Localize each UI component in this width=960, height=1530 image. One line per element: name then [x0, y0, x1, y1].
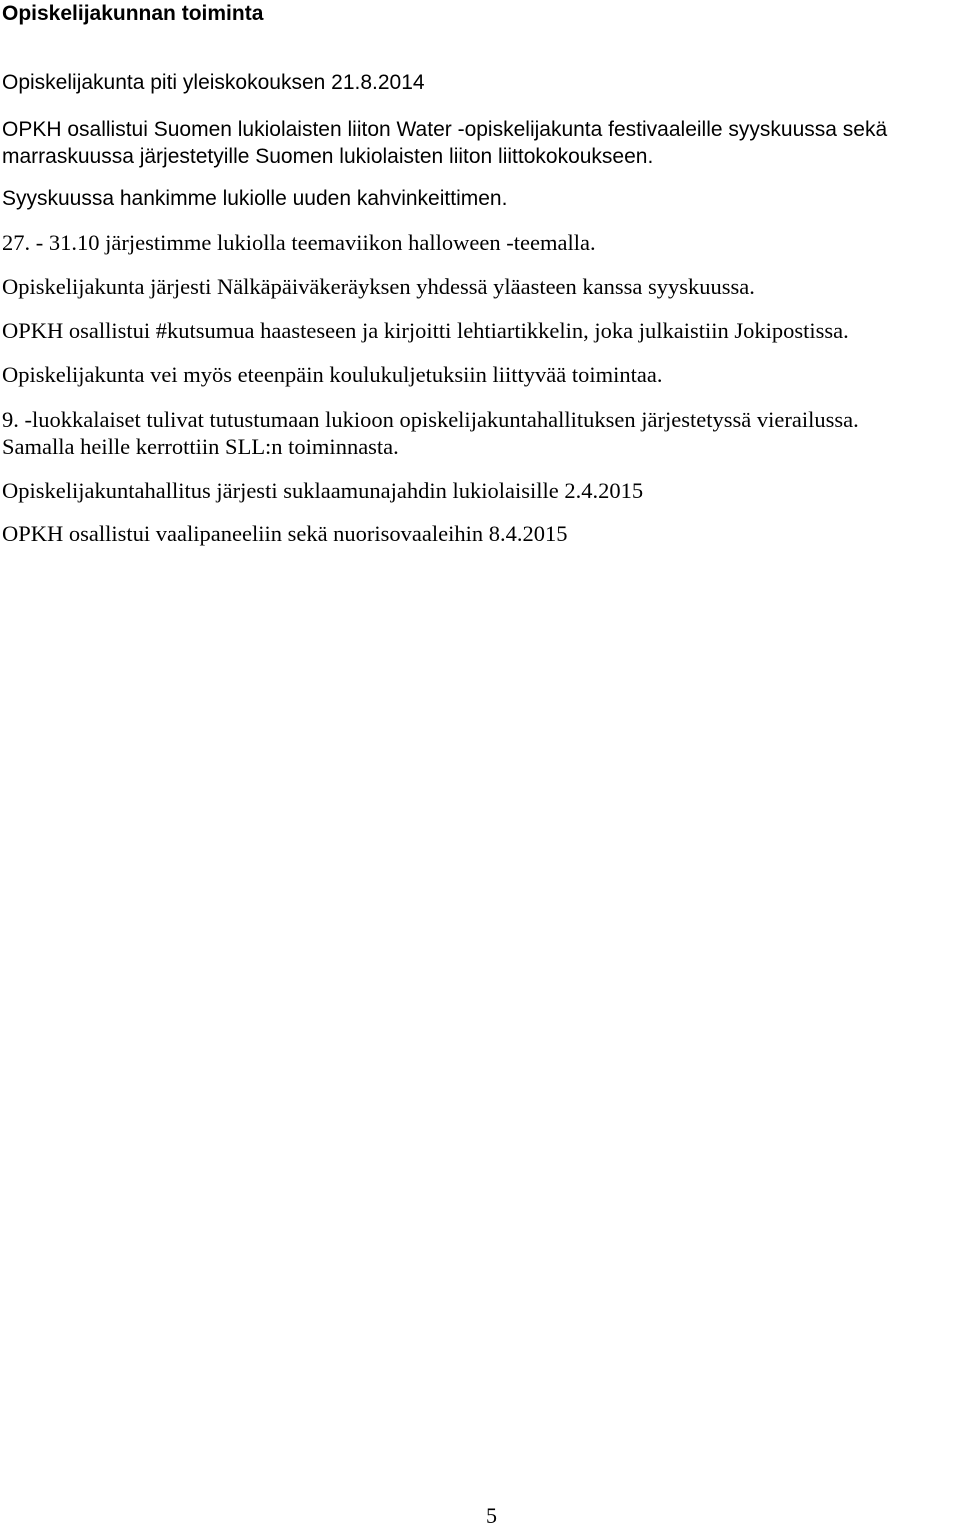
paragraph-festival-line-2: marraskuussa järjestetyille Suomen lukiolaisten liiton liittokokoukseen. [2, 145, 654, 168]
paragraph-general-meeting: Opiskelijakunta piti yleiskokouksen 21.8.2014 [2, 71, 425, 94]
paragraph-ninth-graders-line-2: Samalla heille kerrottiin SLL:n toiminnasta. [2, 434, 399, 459]
paragraph-ninth-graders-line-1: 9. -luokkalaiset tulivat tutustumaan lukioon opiskelijakuntahallituksen järjestetyssä vierailussa. [2, 407, 859, 432]
paragraph-kutsumua: OPKH osallistui #kutsumua haasteseen ja kirjoitti lehtiartikkelin, joka julkaistiin Jokipostissa. [2, 318, 849, 343]
paragraph-election-panel: OPKH osallistui vaalipaneeliin sekä nuorisovaaleihin 8.4.2015 [2, 521, 568, 546]
paragraph-hunger-day: Opiskelijakunta järjesti Nälkäpäiväkeräyksen yhdessä yläasteen kanssa syyskuussa. [2, 274, 755, 299]
paragraph-halloween-week: 27. - 31.10 järjestimme lukiolla teemaviikon halloween -teemalla. [2, 230, 596, 255]
paragraph-egg-hunt: Opiskelijakuntahallitus järjesti suklaamunajahdin lukiolaisille 2.4.2015 [2, 478, 644, 503]
section-heading: Opiskelijakunnan toiminta [2, 2, 264, 25]
paragraph-coffee-maker: Syyskuussa hankimme lukiolle uuden kahvinkeittimen. [2, 187, 508, 210]
page-number: 5 [486, 1503, 497, 1528]
paragraph-festival-line-1: OPKH osallistui Suomen lukiolaisten liiton Water -opiskelijakunta festivaaleille syyskuussa sekä [2, 118, 888, 141]
paragraph-school-transport: Opiskelijakunta vei myös eteenpäin koulukuljetuksiin liittyvää toimintaa. [2, 362, 663, 387]
